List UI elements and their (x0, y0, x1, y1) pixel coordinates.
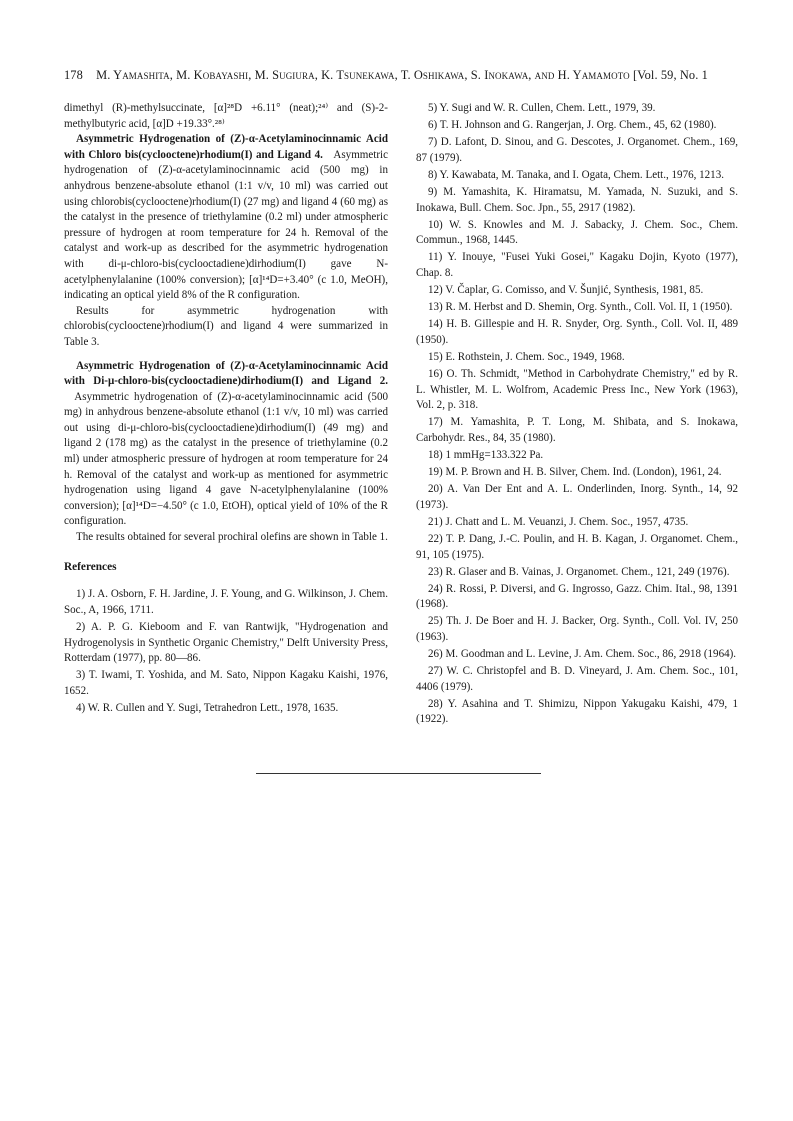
header-volume: [Vol. 59, No. 1 (632, 68, 708, 82)
reference-item: 6) T. H. Johnson and G. Rangerjan, J. Org. Chem., 45, 62 (1980). (428, 119, 717, 132)
reference-item: 16) O. Th. Schmidt, "Method in Carbohydrate Chemistry," ed by R. L. Whistler, M. L. Wolfrom, Academic Press Inc., New York (1963), Vol. 2, p. 318. (416, 368, 738, 412)
reference-item: 26) M. Goodman and L. Levine, J. Am. Chem. Soc., 86, 2918 (1964). (428, 648, 737, 661)
reference-item: 9) M. Yamashita, K. Hiramatsu, M. Yamada, N. Suzuki, and S. Inokawa, Bull. Chem. Soc. Jpn., 55, 2917 (1982). (416, 185, 738, 214)
reference-item: 28) Y. Asahina and T. Shimizu, Nippon Yakugaku Kaishi, 479, 1 (1922). (416, 697, 738, 726)
reference-item: 14) H. B. Gillespie and H. R. Snyder, Org. Synth., Coll. Vol. II, 489 (1950). (416, 318, 738, 346)
references-heading: References (64, 560, 117, 573)
page-number: 178 (64, 68, 83, 82)
references-list-left (64, 587, 388, 716)
reference-item: 13) R. M. Herbst and D. Shemin, Org. Synth., Coll. Vol. II, 1 (1950). (428, 301, 733, 314)
reference-item: 1) J. A. Osborn, F. H. Jardine, J. F. Young, and G. Wilkinson, J. Chem. Soc., A, 1966, 1711. (64, 588, 388, 616)
reference-item: 20) A. Van Der Ent and A. L. Onderlinden, Inorg. Synth., 14, 92 (1973). (416, 483, 738, 511)
section-2-heading: Asymmetric Hydrogenation of (Z)-α-Acetylaminocinnamic Acid with Di-μ-chloro-bis(cyclooctadiene)dirhodium(I) and Ligand 2. (64, 359, 388, 388)
reference-item: 11) Y. Inouye, "Fusei Yuki Gosei," Kagaku Dojin, Kyoto (1977), Chap. 8. (416, 251, 738, 279)
intro-paragraph: dimethyl (R)-methylsuccinate, [α]²⁸D +6.11° (neat);²⁴⁾ and (S)-2-methylbutyric acid, [α]D +19.33°.²⁸⁾ (64, 102, 388, 130)
reference-item: 12) V. Čaplar, G. Comisso, and V. Šunjić, Synthesis, 1981, 85. (428, 284, 704, 297)
closing-paragraph: The results obtained for several prochiral olefins are shown in Table 1. (76, 531, 388, 544)
reference-item: 8) Y. Kawabata, M. Tanaka, and I. Ogata, Chem. Lett., 1976, 1213. (428, 168, 724, 181)
reference-item: 27) W. C. Christopfel and B. D. Vineyard, J. Am. Chem. Soc., 101, 4406 (1979). (416, 665, 738, 693)
reference-item: 23) R. Glaser and B. Vainas, J. Organomet. Chem., 121, 249 (1976). (428, 565, 730, 578)
reference-item: 17) M. Yamashita, P. T. Long, M. Shibata, and S. Inokawa, Carbohydr. Res., 84, 35 (1980). (416, 416, 738, 444)
reference-item: 10) W. S. Knowles and M. J. Sabacky, J. Chem. Soc., Chem. Commun., 1968, 1445. (416, 218, 738, 247)
reference-item: 2) A. P. G. Kieboom and F. van Rantwijk, "Hydrogenation and Hydrogenolysis in Synthetic Organic Chemistry," Delft University Press, Rotterdam (1977), pp. 80—86. (64, 620, 388, 665)
section-2-body: Asymmetric hydrogenation of (Z)-α-acetylaminocinnamic acid (500 mg) in anhydrous benzene-absolute ethanol (1:1 v/v, 10 ml) was carried out using di-μ-chloro-bis(cyclooctadiene)dirhodium(I) (49 mg) and ligand 2 (178 mg) as the catalyst in the presence of triethylamine (0.2 ml) under atmospheric pressure of hydrogen at room temperature for 24 h. Removal of the catalyst and work-up as mentioned for asymmetric hydrogenation using ligand 4 gave N-acetylphenylalanine (100% conversion); [α]¹⁴D=−4.50° (c 1.0, EtOH), optical yield of 10% of the R configuration. (64, 390, 388, 528)
reference-item: 25) Th. J. De Boer and H. J. Backer, Org. Synth., Coll. Vol. IV, 250 (1963). (416, 615, 738, 643)
section-1-heading: Asymmetric Hydrogenation of (Z)-α-Acetylaminocinnamic Acid with Chloro bis(cyclooctene)rhodium(I) and Ligand 4. (64, 133, 388, 161)
end-rule (256, 773, 541, 774)
reference-item: 4) W. R. Cullen and Y. Sugi, Tetrahedron Lett., 1978, 1635. (76, 701, 339, 714)
reference-item: 18) 1 mmHg=133.322 Pa. (428, 448, 544, 461)
left-column (64, 101, 388, 718)
results-paragraph: Results for asymmetric hydrogenation with chlorobis(cyclooctene)rhodium(I) and ligand 4 were summarized in Table 3. (64, 304, 388, 348)
reference-item: 22) T. P. Dang, J.-C. Poulin, and H. B. Kagan, J. Organomet. Chem., 91, 105 (1975). (416, 532, 738, 561)
running-header (64, 68, 736, 83)
reference-item: 15) E. Rothstein, J. Chem. Soc., 1949, 1968. (428, 350, 625, 363)
right-column (416, 101, 738, 730)
reference-item: 21) J. Chatt and L. M. Veuanzi, J. Chem. Soc., 1957, 4735. (428, 515, 689, 528)
reference-item: 7) D. Lafont, D. Sinou, and G. Descotes, J. Organomet. Chem., 169, 87 (1979). (416, 136, 738, 164)
reference-item: 24) R. Rossi, P. Diversi, and G. Ingrosso, Gazz. Chim. Ital., 98, 1391 (1968). (416, 582, 738, 611)
reference-item: 3) T. Iwami, T. Yoshida, and M. Sato, Nippon Kagaku Kaishi, 1976, 1652. (64, 669, 388, 697)
header-authors: M. Yamashita, M. Kobayashi, M. Sugiura, K. Tsunekawa, T. Oshikawa, S. Inokawa, and H. Yamamoto (96, 68, 630, 82)
reference-item: 5) Y. Sugi and W. R. Cullen, Chem. Lett., 1979, 39. (428, 102, 656, 114)
reference-item: 19) M. P. Brown and H. B. Silver, Chem. Ind. (London), 1961, 24. (428, 466, 722, 479)
section-2 (64, 359, 388, 531)
section-1 (64, 132, 388, 304)
section-1-body: Asymmetric hydrogenation of (Z)-α-acetylaminocinnamic acid (500 mg) in anhydrous benzene-absolute ethanol (1:1 v/v, 10 ml) was carried out using chlorobis(cyclooctene)rhodium(I) (27 mg) and ligand 4 (60 mg) as the catalyst in the presence of triethylamine (0.2 ml) under atmospheric pressure of hydrogen at room temperature for 24 h. Removal of the catalyst and work-up as described for the asymmetric hydrogenation with di-μ-chloro-bis(cyclooctadiene)dirhodium(I) gave N-acetylphenylalanine (100% conversion); [α]¹⁴D=+3.40° (c 1.0, MeOH), indicating an optical yield 8% of the R configuration. (64, 148, 388, 302)
